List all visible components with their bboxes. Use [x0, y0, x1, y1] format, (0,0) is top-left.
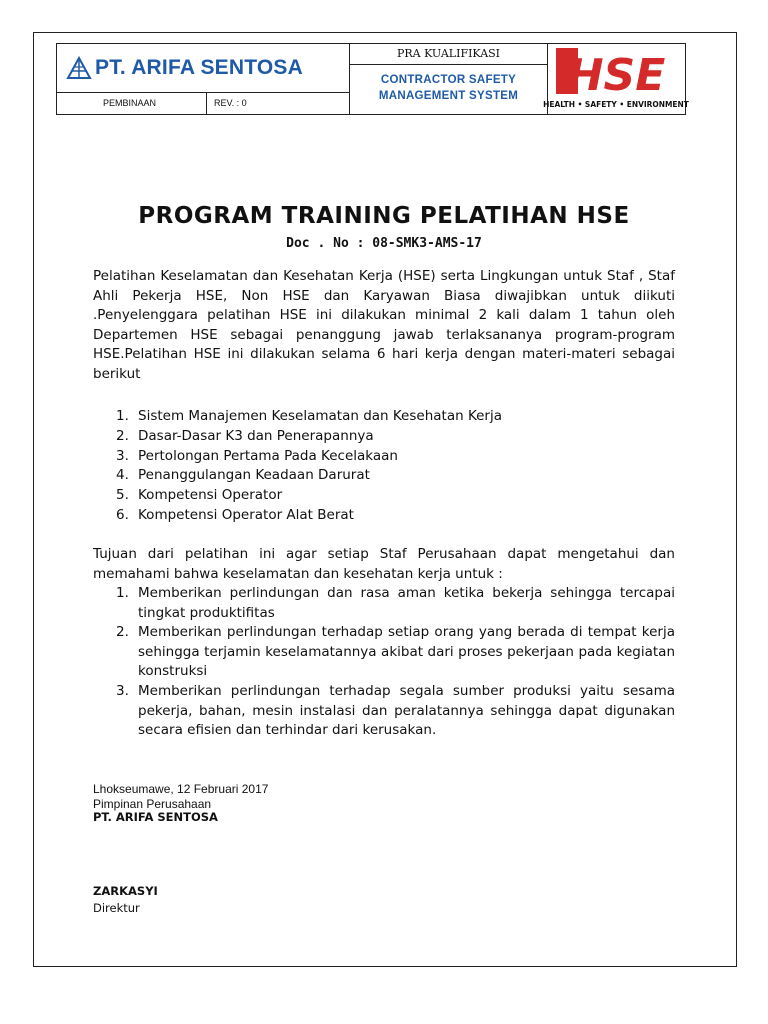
company-block [57, 44, 350, 114]
company-logo-row [57, 44, 349, 93]
list-item-number: 2. [116, 427, 129, 444]
list-item-number: 6. [116, 506, 129, 523]
company-logo-icon [67, 57, 91, 79]
signatory-name: ZARKASYI [93, 884, 158, 898]
hse-logo-block [543, 44, 689, 114]
list-item-number: 1. [116, 585, 129, 601]
list-item [93, 407, 675, 427]
list-item-text: Kompetensi Operator [138, 487, 283, 504]
pembinaan-label: PEMBINAAN [57, 93, 207, 114]
hse-logo-icon [543, 48, 689, 110]
list-item [93, 466, 675, 486]
signature-role: Pimpinan Perusahaan [93, 797, 212, 811]
list-item-text: Sistem Manajemen Keselamatan dan Kesehatan Kerja [138, 408, 503, 424]
list-item [93, 682, 675, 741]
list-item-text: Pertolongan Pertama Pada Kecelakaan [138, 447, 398, 464]
list-item [93, 447, 675, 467]
hse-logo-subtext: HEALTH • SAFETY • ENVIRONMENT [543, 99, 689, 109]
goals-list [93, 584, 675, 741]
list-item [93, 486, 675, 506]
list-item [93, 506, 675, 526]
csms-title [350, 72, 547, 104]
csms-block [350, 44, 548, 114]
pra-kualifikasi-label: PRA KUALIFIKASI [350, 44, 547, 65]
document-number: Doc . No : 08-SMK3-AMS-17 [286, 236, 482, 251]
list-item [93, 427, 675, 447]
hse-logo-text: HSE [566, 50, 666, 101]
list-item-number: 2. [116, 624, 129, 641]
list-item-text: Penanggulangan Keadaan Darurat [138, 467, 370, 484]
header-meta-row [57, 93, 349, 114]
csms-line-2: MANAGEMENT SYSTEM [378, 90, 519, 102]
list-item-text: Kompetensi Operator Alat Berat [138, 506, 354, 523]
goals-paragraph: Tujuan dari pelatihan ini agar setiap Staf Perusahaan dapat mengetahui dan memahami bahwa keselamatan dan kesehatan kerja untuk : [93, 546, 675, 582]
signatory-title: Direktur [93, 901, 140, 915]
signature-company: PT. ARIFA SENTOSA [93, 810, 218, 824]
revision-label: REV. : 0 [214, 98, 247, 108]
csms-line-1: CONTRACTOR SAFETY [380, 74, 517, 86]
list-item-number: 3. [116, 682, 129, 699]
list-item-text: Memberikan perlindungan dan rasa aman ketika bekerja sehingga tercapai tingkat produktifitas [138, 585, 675, 621]
intro-paragraph: Pelatihan Keselamatan dan Kesehatan Kerja (HSE) serta Lingkungan untuk Staf , Staf Ahli Pekerja HSE, Non HSE dan Karyawan Biasa diwajibkan untuk diikuti .Penyelenggara pelatihan HSE ini dilakukan minimal 2 kali dalam 1 tahun oleh Departemen HSE sebagai penanggung jawab terlaksananya program-program HSE.Pelatihan HSE ini dilakukan selama 6 hari kerja dengan materi-materi sebagai berikut [93, 268, 675, 382]
materials-list [93, 407, 675, 526]
list-item-text: Memberikan perlindungan terhadap setiap orang yang berada di tempat kerja sehingga terjamin keselamatannya akibat dari proses pekerjaan pada kegiatan konstruksi [138, 624, 675, 680]
list-item-text: Memberikan perlindungan terhadap segala sumber produksi yaitu sesama pekerja, bahan, mesin instalasi dan peralatannya sehingga dapat digunakan secara efisien dan terhindar dari kerusakan. [138, 682, 675, 739]
list-item-text: Dasar-Dasar K3 dan Penerapannya [138, 427, 374, 444]
signature-place-date: Lhokseumawe, 12 Februari 2017 [93, 782, 269, 796]
list-item [93, 623, 675, 682]
list-item-number: 5. [116, 487, 129, 504]
list-item-number: 1. [116, 408, 129, 424]
document-header [56, 43, 689, 115]
document-title: PROGRAM TRAINING PELATIHAN HSE [138, 203, 630, 229]
list-item-number: 4. [116, 467, 129, 484]
company-name: PT. ARIFA SENTOSA [95, 56, 303, 79]
list-item [93, 584, 675, 623]
list-item-number: 3. [116, 447, 129, 464]
